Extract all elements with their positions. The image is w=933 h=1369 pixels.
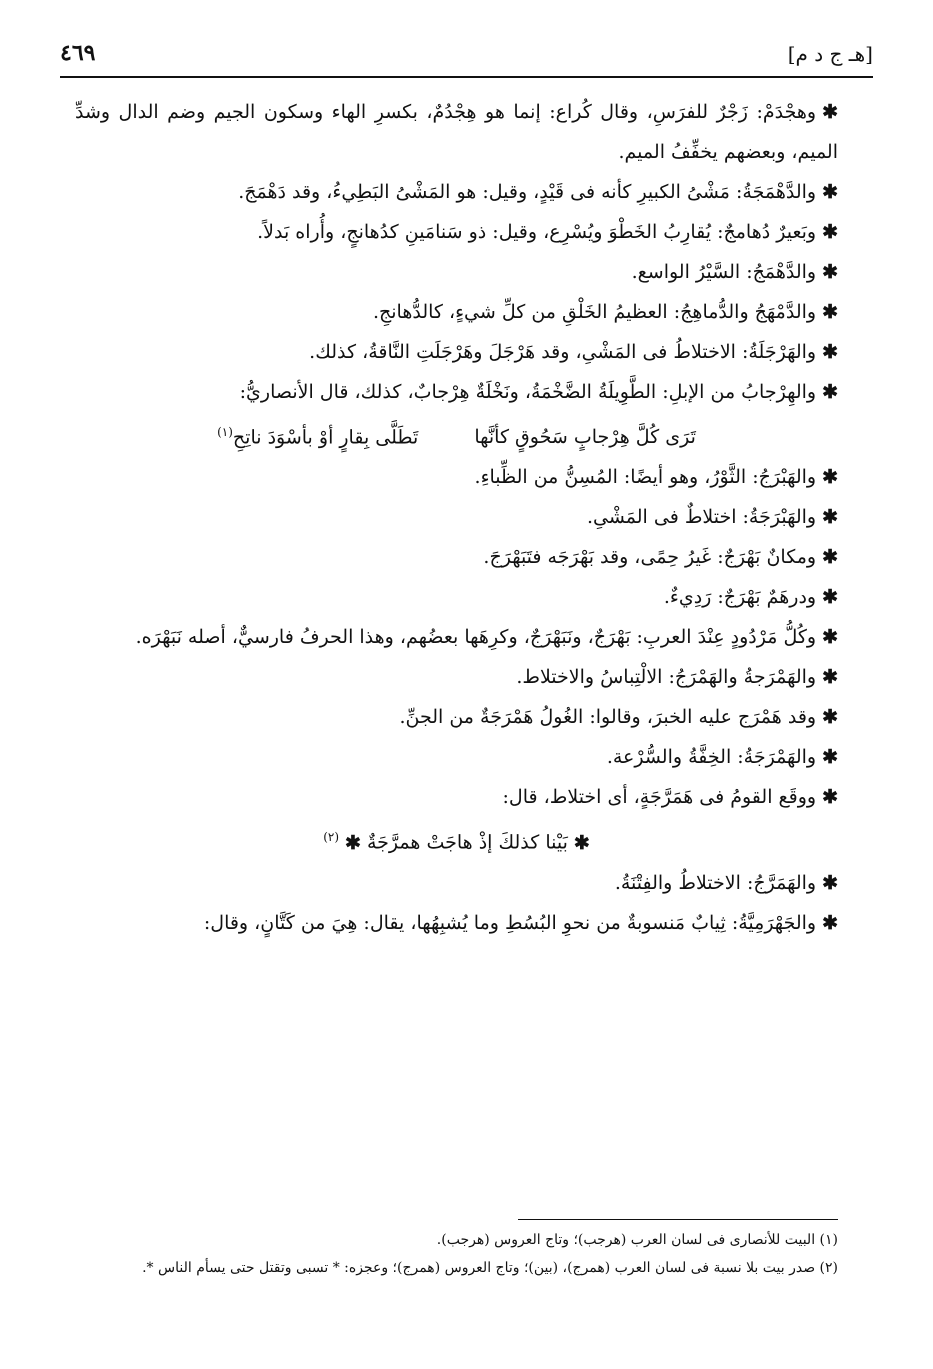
entry-star-icon: ✱ [822,871,838,894]
footnote-ref-2: (٢) [323,830,340,845]
header-root-letters: [هـ ج د م] [787,42,873,66]
entry-star-icon: ✱ [822,221,838,243]
entry-star-icon: ✱ [822,261,838,283]
entry-harjala: ✱والهَرْجَلَةُ: الاختلاطُ فى المَشْىِ، وقد هَرْجَلَ وهَرْجَلَتِ النَّاقةُ، كذلك. [309,341,838,363]
entry-star-icon: ✱ [822,101,838,123]
entry-duhamij: ✱وبَعيرٌ دُهامجٌ: يُقارِبُ الخَطْوَ ويُسْرِع، وقيل: ذو سَنامَينِ كدُهانجٍ، وأُراه بَدلاً. [257,221,838,243]
poetry-verse-1 [75,412,838,457]
page-header [60,38,873,78]
verse-star-icon: ✱ [573,831,590,854]
entry-star-icon: ✱ [822,301,838,323]
entry-hajdam: ✱وهجْدَمْ: زَجْرٌ للفرَسِ، وقال كُراع: إنما هو هِجْدُمٌ، بكسرِ الهاء وسكون الجيم وضم الدال وشدِّ الميم، وبعضهم يخفِّفُ الميم. [75,101,838,163]
verse-star-icon: ✱ [345,831,361,854]
header-divider [60,76,873,78]
entry-star-icon: ✱ [822,466,838,489]
entry-bahraj-rejected: ✱وكُلُّ مَرْدُودٍ عِنْدَ العربِ: بَهْرَجٌ، ونَبَهْرَجٌ، وكرِهَها بعضُهم، وهذا الحرفُ فارسيٌّ، أصله نَبَهْرَه. [135,626,838,649]
entry-star-icon: ✱ [822,586,838,609]
verse-1-hemistich-1: تَرَى كُلَّ هِرْجابٍ سَحُوقٍ كأنَّها [474,426,696,449]
entry-dahmaja: ✱والدَّهْمَجَةُ: مَشْىُ الكبيرِ كأنه فى قَيْدٍ، وقيل: هو المَشْىُ البَطِيءُ، وقد دَهْمَجَ. [238,181,838,203]
entry-bahraj-dirham: ✱ودرهَمٌ بَهْرَجٌ: رَدِيءٌ. [663,586,838,609]
entry-dahmaj: ✱والدَّهْمَجُ: السَّيْرُ الواسع. [631,261,838,283]
entry-hamarraja: ✱ووقَع القومُ فى هَمَرَّجَةٍ، أى اختلاط، قال: [502,786,838,809]
footnote-1: (١) البيت للأنصارى فى لسان العرب (هرجب)؛ وتاج العروس (هرجب). [436,1232,838,1248]
entry-star-icon: ✱ [822,706,838,729]
verse-1-hemistich-2: تَطَلَّى بِقارٍ أوْ بأسْوَدَ ناتِحِ [232,426,419,449]
poetry-verse-2 [75,817,838,862]
entry-hamraja-speed: ✱والهَمْرَجَةُ: الخِفَّةُ والسُّرْعة. [606,746,838,769]
entry-hamraja: ✱والهَمْرَجةُ والهَمْرَجُ: الالْتِباسُ والاختلاط. [516,666,838,689]
verse-2-text: بَيْنا كذلكَ إذْ هاجَتْ همرَّجَةٌ [366,831,568,854]
entry-habraj: ✱والهَبْرَجُ: الثَّوْرُ، وهو أيضًا: المُسِنُّ من الظِّباءِ. [474,466,838,489]
entry-hamraj-news: ✱وقد هَمْرَج عليه الخبرَ، وقالوا: الغُولُ هَمْرَجَةٌ من الجنِّ. [399,706,838,729]
entry-star-icon: ✱ [822,181,838,203]
entry-damhaj: ✱والدَّمْهَجُ والدُّماهِجُ: العظيمُ الخَلْقِ من كلِّ شيءٍ، كالدُّهانجِ. [372,301,838,323]
footnote-ref-1: (١) [217,425,233,439]
entry-hamarraj: ✱والهَمَرَّجُ: الاختلاطُ والفِتْنَةُ. [614,871,838,894]
entry-star-icon: ✱ [822,341,838,363]
entry-habraja: ✱والهَبْرَجَةُ: اختلاطٌ فى المَشْىِ. [586,506,838,529]
entry-star-icon: ✱ [822,911,838,934]
entry-star-icon: ✱ [822,626,838,649]
entry-bahraj-place: ✱ومكانٌ بَهْرَجٌ: غَيرُ حِمًى، وقد بَهْرَجَه فتَبَهْرَجَ. [483,546,838,569]
entry-star-icon: ✱ [822,506,838,529]
footnote-divider [518,1219,838,1220]
entry-star-icon: ✱ [822,666,838,689]
entry-hirjab: ✱والهِرْجابُ من الإبلِ: الطَّوِيلَةُ الضَّخْمَةُ، ونَخْلَةٌ هِرْجابٌ، كذلك، قال الأنصاريُّ: [239,381,838,403]
footnotes [80,1226,838,1282]
entry-star-icon: ✱ [822,746,838,769]
dictionary-body [75,92,838,943]
entry-star-icon: ✱ [822,381,838,403]
entry-jahramiyya: ✱والجَهْرَمِيَّةُ: ثِيابٌ مَنسوبةٌ من نحوِ البُسُطِ وما يُشبِهُها، يقال: هِيَ من كَتَّانٍ، وقال: [203,911,838,934]
entry-star-icon: ✱ [822,786,838,809]
page-number: ٤٦٩ [60,40,96,66]
entry-star-icon: ✱ [822,546,838,569]
footnote-2: (٢) صدر بيت بلا نسبة فى لسان العرب (همرج)، (بين)؛ وتاج العروس (همرج)؛ وعجزه: * تسبى وتقتل حتى يسأم الناس *. [142,1260,838,1276]
